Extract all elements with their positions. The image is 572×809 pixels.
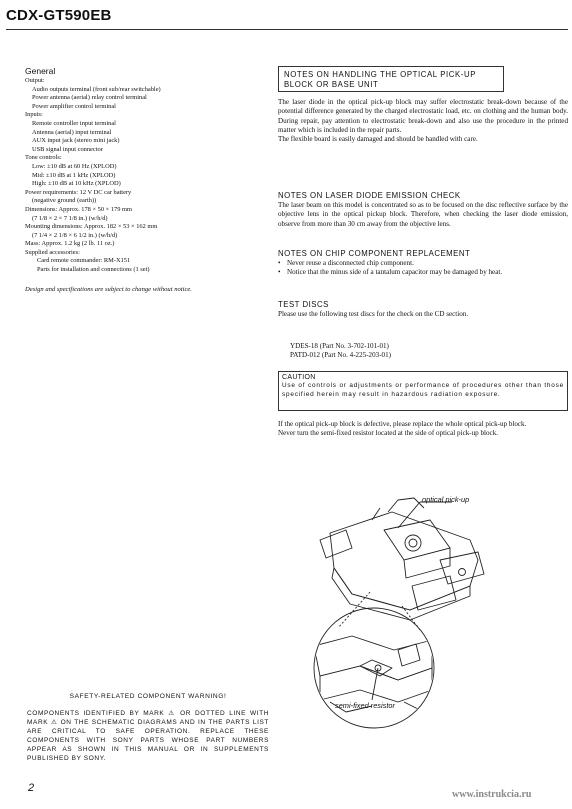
spec-line: Mass: Approx. 1.2 kg (2 lb. 11 oz.) bbox=[25, 240, 115, 248]
laser-diode-heading: NOTES ON LASER DIODE EMISSION CHECK bbox=[278, 191, 461, 200]
spec-line: AUX input jack (stereo mini jack) bbox=[32, 137, 120, 145]
spec-line: Inputs: bbox=[25, 111, 43, 119]
pickup-right-block bbox=[440, 552, 484, 584]
defective-note-1: If the optical pick-up block is defective, please replace the whole optical pick-up block. bbox=[278, 420, 527, 428]
chip-component-heading: NOTES ON CHIP COMPONENT REPLACEMENT bbox=[278, 249, 471, 258]
semi-fixed-resistor bbox=[360, 660, 392, 676]
caution-title: CAUTION bbox=[282, 374, 316, 381]
pickup-lens-housing bbox=[384, 520, 450, 560]
chip-bullet-1: • Never reuse a disconnected chip component. bbox=[278, 259, 414, 267]
spec-line: Output: bbox=[25, 77, 45, 84]
spec-line: High: ±10 dB at 10 kHz (XPLOD) bbox=[32, 180, 121, 188]
specs-title: General bbox=[25, 66, 56, 76]
specs-disclaimer: Design and specifications are subject to change without notice. bbox=[25, 285, 192, 293]
watermark: www.instrukcia.ru bbox=[452, 789, 532, 800]
spec-line: Supplied accessories: bbox=[25, 248, 80, 256]
spec-line: Mid: ±10 dB at 1 kHz (XPLOD) bbox=[32, 171, 116, 179]
objective-lens-outer bbox=[405, 535, 421, 551]
spec-line: (7 1/4 × 2 1/8 × 6 1/2 in.) (w/h/d) bbox=[32, 231, 118, 239]
spec-line: USB signal input connector bbox=[32, 145, 103, 153]
spec-line: Parts for installation and connections (1 set) bbox=[37, 266, 150, 274]
optical-pickup-notes-heading: NOTES ON HANDLING THE OPTICAL PICK-UP BLOCK OR BASE UNIT bbox=[278, 66, 504, 92]
chip-bullet-2: • Notice that the minus side of a tantalum capacitor may be damaged by heat. bbox=[278, 268, 503, 277]
label-semi-fixed-resistor: semi-fixed resistor bbox=[335, 701, 395, 710]
spec-line: Audio outputs terminal (front sub/rear switchable) bbox=[32, 85, 161, 93]
spec-line: Tone controls: bbox=[25, 154, 62, 162]
spec-line: (7 1/8 × 2 × 7 1/8 in.) (w/h/d) bbox=[32, 214, 108, 222]
optical-notes-p2: The flexible board is easily damaged and should be handled with care. bbox=[278, 135, 478, 144]
spec-line: (negative ground (earth)) bbox=[32, 197, 97, 205]
spec-line: Mounting dimensions: Approx. 182 × 53 × 162 mm bbox=[25, 223, 158, 231]
spec-line: Remote controller input terminal bbox=[32, 119, 116, 127]
page-number: 2 bbox=[28, 782, 35, 794]
spec-line: Dimensions: Approx. 178 × 50 × 179 mm bbox=[25, 205, 132, 213]
objective-lens-inner bbox=[409, 539, 417, 547]
model-title: CDX-GT590EB bbox=[6, 7, 112, 24]
test-discs-heading: TEST DISCS bbox=[278, 300, 329, 309]
test-disc-1: YDES-18 (Part No. 3-702-101-01) bbox=[290, 342, 389, 350]
resistor-detail-circle bbox=[314, 608, 434, 728]
label-optical-pickup: optical pick-up bbox=[422, 495, 470, 504]
spec-line: Power requirements: 12 V DC car battery bbox=[25, 188, 132, 196]
test-disc-2: PATD-012 (Part No. 4-225-203-01) bbox=[290, 351, 392, 360]
safety-title: SAFETY-RELATED COMPONENT WARNING! bbox=[69, 693, 227, 700]
caution-body: Use of controls or adjustments or performance of procedures other than those specified herein may result in hazardous radiation exposure. bbox=[282, 382, 564, 398]
spec-line: Low: ±10 dB at 60 Hz (XPLOD) bbox=[32, 162, 117, 170]
safety-warning bbox=[27, 693, 269, 763]
safety-body: COMPONENTS IDENTIFIED BY MARK ⚠ OR DOTTED LINE WITH MARK ⚠ ON THE SCHEMATIC DIAGRAMS AND IN THE PARTS LIST ARE CRITICAL TO SAFE OPERATION. REPLACE THESE COMPONENTS WITH SONY PARTS WHOSE PART NUMBERS APPEAR AS SHOWN IN THIS MANUAL OR IN SUPPLEMENTS PUBLISHED BY SONY. bbox=[27, 710, 269, 762]
optical-notes-p1: The laser diode in the optical pick-up block may suffer electrostatic break-down because of the potential difference generated by the charged electrostatic load, etc. on clothing and the human body. During repair, pay attention to electrostatic break-down and also use the procedure in the printed matter which is included in the repair parts. bbox=[278, 98, 568, 134]
spec-line: Power amplifier control terminal bbox=[32, 102, 116, 110]
spec-line: Power antenna (aerial) relay control terminal bbox=[32, 94, 147, 102]
test-discs-body: Please use the following test discs for the check on the CD section. bbox=[278, 310, 469, 318]
defective-note-2: Never turn the semi-fixed resistor located at the side of optical pick-up block. bbox=[278, 429, 499, 438]
spec-line: Card remote commander: RM-X151 bbox=[37, 257, 131, 265]
pickup-left-bracket bbox=[320, 530, 352, 558]
spec-line: Antenna (aerial) input terminal bbox=[32, 128, 112, 136]
laser-diode-body: The laser beam on this model is concentrated so as to be focused on the disc reflective surface by the objective lens in the optical pickup block. Therefore, when checking the laser diode emission, observe from more than 30 cm away from the objective lens. bbox=[278, 201, 568, 228]
